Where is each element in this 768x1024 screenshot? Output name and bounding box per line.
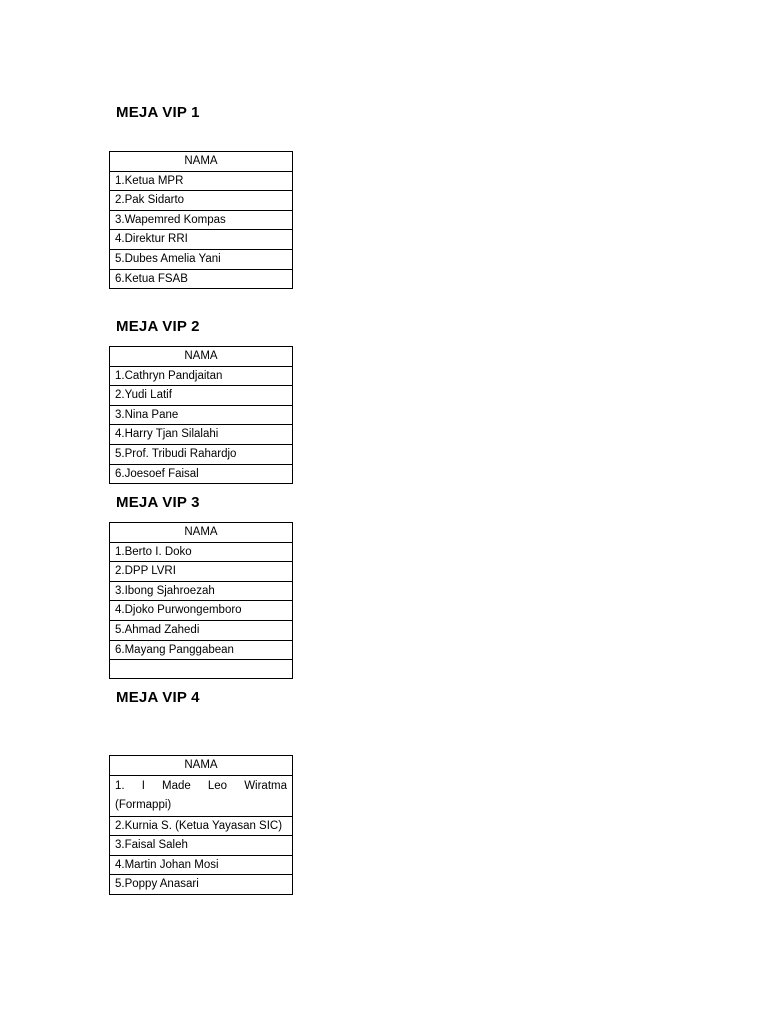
guest-name: 4.Martin Johan Mosi [110,855,293,875]
guest-table-vip-4 [109,755,293,895]
guest-name: 3.Ibong Sjahroezah [110,581,293,601]
guest-name: 4.Harry Tjan Silalahi [110,425,293,445]
guest-name: 6.Ketua FSAB [110,269,293,289]
guest-name: 3.Faisal Saleh [110,836,293,856]
table-header-row [110,756,293,776]
table-row [110,171,293,191]
table-row [110,230,293,250]
guest-table-vip-3 [109,522,293,679]
guest-table-vip-1 [109,151,293,289]
guest-name: 1.Ketua MPR [110,171,293,191]
table-row [110,249,293,269]
guest-name: 5.Ahmad Zahedi [110,620,293,640]
guest-name: 2.Pak Sidarto [110,191,293,211]
guest-name: 2.Yudi Latif [110,386,293,406]
table-row [110,775,293,816]
section-title-vip-2: MEJA VIP 2 [116,318,200,335]
guest-name: 2.Kurnia S. (Ketua Yayasan SIC) [110,816,293,836]
table-row [110,562,293,582]
table-row [110,405,293,425]
table-row [110,366,293,386]
guest-name: 3.Wapemred Kompas [110,210,293,230]
table-row [110,444,293,464]
guest-name: 1.Cathryn Pandjaitan [110,366,293,386]
table-row [110,464,293,484]
table-row [110,191,293,211]
table-header-row [110,523,293,543]
guest-name: 6.Joesoef Faisal [110,464,293,484]
guest-name: 4.Djoko Purwongemboro [110,601,293,621]
table-row [110,855,293,875]
table-header-row [110,347,293,367]
guest-name: 3.Nina Pane [110,405,293,425]
guest-name: 2.DPP LVRI [110,562,293,582]
guest-name: 5.Prof. Tribudi Rahardjo [110,444,293,464]
column-header-nama: NAMA [110,756,293,776]
guest-name: 1.Berto I. Doko [110,542,293,562]
table-row [110,640,293,660]
table-row [110,210,293,230]
table-row [110,601,293,621]
section-title-vip-4: MEJA VIP 4 [116,689,200,706]
guest-name: 5.Dubes Amelia Yani [110,249,293,269]
section-title-vip-1: MEJA VIP 1 [116,104,200,121]
guest-name: 1. I Made Leo Wiratma (Formappi) [110,775,293,816]
guest-name-empty [110,660,293,679]
guest-name: 6.Mayang Panggabean [110,640,293,660]
section-title-vip-3: MEJA VIP 3 [116,494,200,511]
table-row [110,875,293,895]
table-row [110,581,293,601]
table-row [110,542,293,562]
table-row [110,386,293,406]
guest-name: 5.Poppy Anasari [110,875,293,895]
table-row [110,620,293,640]
table-row [110,425,293,445]
guest-name: 4.Direktur RRI [110,230,293,250]
table-header-row [110,152,293,172]
column-header-nama: NAMA [110,347,293,367]
column-header-nama: NAMA [110,152,293,172]
table-row [110,269,293,289]
guest-table-vip-2 [109,346,293,484]
table-row [110,660,293,679]
column-header-nama: NAMA [110,523,293,543]
table-row [110,836,293,856]
table-row [110,816,293,836]
